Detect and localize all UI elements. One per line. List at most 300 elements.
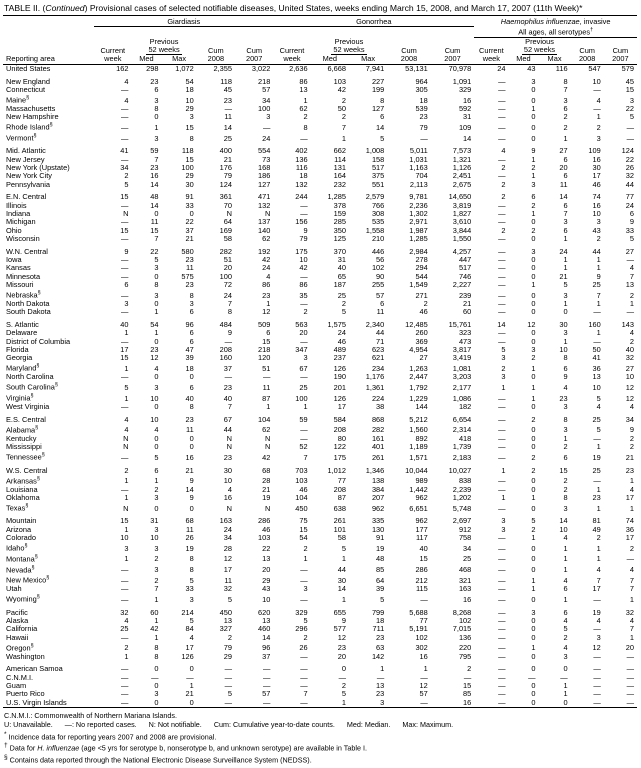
row-value-cell: 14 [185,484,194,494]
row-value-cell: 3 [303,584,308,594]
row-value-cell: 4 [629,328,634,338]
row-value-cell: — [300,133,308,143]
row-value-cell: — [498,503,506,513]
row-value-cell: 143 [621,319,634,329]
table-row [3,308,637,316]
row-value-cell: — [121,336,129,346]
row-area-label: Iowa [6,254,22,264]
row-value-cell: 8 [563,76,568,86]
row-value-cell: 1 [303,554,308,564]
row-value-cell: 0 [531,217,536,227]
row-value-cell: 9 [227,328,233,338]
row-value-cell: — [420,697,428,707]
row-value-cell: 1 [596,543,601,553]
row-value-cell: 3 [124,543,129,553]
row-value-cell: 19 [185,543,194,553]
row-value-cell: 16 [463,697,472,707]
row-value-cell: N [226,442,233,452]
row-value-cell: 15 [185,122,194,132]
row-value-cell: 201 [333,382,346,392]
header-blank [3,18,94,27]
row-value-cell: — [300,372,308,382]
row-value-cell: — [121,263,129,273]
row-value-cell: 57 [262,689,271,699]
row-value-cell: 370 [333,246,346,256]
row-value-cell: 138 [371,476,385,486]
row-value-cell: 1 [596,503,601,513]
row-value-cell: — [626,133,634,143]
row-value-cell: 25 [592,414,601,424]
current-label-haemophilus: Current [479,46,504,56]
header-blank-3 [3,37,94,46]
row-value-cell: 15 [463,680,472,690]
row-value-cell: 2,636 [289,63,308,73]
row-value-cell: 1,081 [452,363,472,373]
row-value-cell: 22 [150,246,159,256]
row-value-cell: 0 [189,442,194,452]
row-value-cell: — [262,372,271,382]
row-value-cell: 67 [299,363,308,373]
group-header-giardiasis: Giardiasis [94,18,273,27]
row-value-cell: 114 [334,154,346,164]
row-value-cell: 2 [531,414,536,424]
row-value-cell: 3 [154,492,159,502]
cum-label-h-2007: Cum [612,46,629,56]
row-value-cell: 1 [501,465,506,475]
header-current-row [3,46,637,55]
table-row [3,235,637,243]
row-value-cell: 3 [629,95,634,105]
row-area-label: Colorado [6,532,36,542]
row-value-cell: 271 [415,290,428,300]
row-value-cell: 0 [531,680,536,690]
row-value-cell: 0 [563,664,568,674]
row-value-cell: 799 [371,607,385,617]
row-value-cell: — [121,697,129,707]
row-value-cell: 1 [124,363,129,373]
row-value-cell: 8 [189,133,194,143]
med-header-g: Med [139,54,154,64]
row-value-cell: 36 [625,524,634,534]
row-value-cell: — [626,664,634,674]
row-value-cell: 1 [563,689,568,699]
row-value-cell: 14 [463,133,472,143]
row-value-cell: 0 [531,689,536,699]
row-value-cell: 3 [563,328,568,338]
row-value-cell: 1 [563,565,568,575]
row-value-cell: 450 [295,503,308,513]
cum-label-h-2008: Cum [579,46,595,56]
row-value-cell: 2 [303,112,308,122]
row-value-cell: 285 [333,217,346,227]
row-value-cell: 16 [463,594,472,604]
row-value-cell: — [498,154,506,164]
row-area-label: Oklahoma [6,492,40,502]
row-value-cell: 11 [186,263,194,273]
row-value-cell: 517 [458,263,472,273]
row-value-cell: 3 [154,133,159,143]
row-value-cell: 79 [299,233,308,243]
row-value-cell: 7 [227,401,233,411]
table-row [3,381,637,392]
row-value-cell: — [626,680,634,690]
row-value-cell: 2,579 [365,192,385,202]
header-group-row [3,18,637,27]
row-value-cell: 10 [592,208,601,218]
row-value-cell: 16 [419,651,428,661]
row-value-cell: 261 [371,452,385,462]
row-value-cell: 45 [625,76,634,86]
row-value-cell: 15 [150,225,159,235]
row-value-cell: 547 [588,63,601,73]
row-value-cell: 746 [458,271,472,281]
row-value-cell: — [121,452,129,462]
row-value-cell: 0 [154,697,159,707]
row-value-cell: 704 [415,171,428,181]
row-value-cell: 703 [295,465,308,475]
row-value-cell: 67 [223,414,233,424]
row-value-cell: 42 [337,84,346,94]
row-value-cell: 1,285 [409,233,428,243]
row-value-cell: 6 [154,84,159,94]
row-value-cell: 6,668 [327,63,346,73]
row-area-label: Wisconsin [6,233,40,243]
row-value-cell: 5,212 [409,414,428,424]
row-value-cell: 2 [303,632,308,642]
row-value-cell: 17 [625,532,634,542]
row-value-cell: 1 [563,133,568,143]
week-header-g: week [104,54,122,64]
row-value-cell: 2 [531,353,536,363]
row-value-cell: 237 [333,353,346,363]
row-value-cell: 21 [185,465,194,475]
legend-unavailable: U: Unavailable. [4,720,53,730]
row-value-cell: 638 [333,503,346,513]
row-value-cell: 3 [596,133,601,143]
row-value-cell: 0 [154,401,159,411]
row-value-cell: 9 [531,146,536,156]
row-value-cell: 10 [559,524,568,534]
row-value-cell: 16 [150,171,159,181]
row-value-cell: — [224,664,233,674]
title-prefix: TABLE II. ( [4,3,46,13]
row-value-cell: 1,126 [452,163,472,172]
row-value-cell: — [498,452,506,462]
row-value-cell: 124 [219,179,233,189]
row-value-cell: — [498,594,506,604]
cum2008-header-h: 2008 [578,54,596,64]
row-value-cell: 517 [371,163,385,172]
row-value-cell: 45 [223,84,233,94]
footnote-section [4,753,637,765]
row-value-cell: 0 [531,233,536,243]
row-value-cell: — [121,217,129,227]
row-value-cell: 4 [563,643,568,653]
row-value-cell: N [226,503,233,513]
row-value-cell: — [498,575,506,585]
row-value-cell: 1,202 [452,492,472,502]
row-value-cell: 400 [219,146,233,156]
row-value-cell: 104 [295,492,308,502]
row-value-cell: 468 [458,565,472,575]
row-value-cell: 460 [258,624,271,634]
row-value-cell: 75 [299,516,308,526]
row-value-cell: 0 [154,433,159,443]
row-value-cell: 27 [625,363,634,373]
row-value-cell: 9 [303,225,308,235]
row-value-cell: 4 [189,632,194,642]
row-value-cell: 104 [258,414,271,424]
row-value-cell: 63 [376,643,385,653]
row-value-cell: 15 [185,154,194,164]
row-value-cell: 6 [629,208,634,218]
table-row [3,494,637,502]
table-row [3,105,637,113]
row-value-cell: 34 [625,414,634,424]
row-value-cell: 20 [625,643,634,653]
row-value-cell: 5 [341,689,346,699]
row-area-label: California [6,624,38,634]
row-value-cell: — [121,271,129,281]
row-value-cell: 164 [333,171,346,181]
header-subgroup-row [3,26,637,37]
row-value-cell: 0 [531,565,536,575]
table-row [3,202,637,210]
row-value-cell: 2 [563,484,568,494]
row-footnote-marker: § [34,553,38,560]
row-value-cell: 4 [596,615,601,625]
row-value-cell: 838 [458,476,472,486]
row-area-label: North Carolina [6,372,54,382]
row-value-cell: 220 [458,643,472,653]
row-value-cell: 34 [262,95,271,105]
row-value-cell: — [498,328,506,338]
row-value-cell: — [498,433,506,443]
row-value-cell: — [593,697,601,707]
row-value-cell: 1 [124,492,129,502]
row-value-cell: — [498,651,506,661]
row-value-cell: 3 [154,524,159,534]
row-value-cell: 2 [501,225,506,235]
row-value-cell: 18 [299,171,308,181]
cum-label-n-2008: Cum [401,46,417,56]
row-value-cell: 42 [150,624,159,634]
cum2007-header-g: 2007 [245,54,263,64]
row-value-cell: 103 [258,532,271,542]
row-value-cell: — [121,84,129,94]
row-value-cell: 4 [563,615,568,625]
row-value-cell: 0 [531,615,536,625]
row-value-cell: — [121,584,129,594]
row-value-cell: — [498,336,506,346]
row-value-cell: 6 [189,336,194,346]
row-area-label: Alaska [6,615,29,625]
haemophilus-rest: , invasive [579,17,611,26]
row-value-cell: 10 [592,382,601,392]
table-row [3,416,637,424]
row-value-cell: 26 [185,532,194,542]
row-value-cell: 24 [497,63,506,73]
row-value-cell: 260 [415,328,428,338]
row-value-cell: 0 [531,651,536,661]
week-header-h: week [482,54,500,64]
row-area-label: New Mexico§ [6,575,50,585]
blank-g-c8 [197,37,235,46]
row-value-cell: 159 [333,208,346,218]
previous-label-giardiasis: Previous [149,36,179,46]
footnotes [4,711,637,764]
row-value-cell: 33 [185,584,194,594]
row-value-cell: 176 [219,163,233,172]
row-area-label: Wyoming§ [6,594,40,604]
row-value-cell: 127 [258,179,271,189]
row-value-cell: 28 [262,476,271,486]
row-value-cell: 0 [189,208,194,218]
row-value-cell: 73 [262,154,271,164]
row-value-cell: 7 [341,122,346,132]
row-value-cell: 1 [563,263,568,273]
notifiable-diseases-table [3,15,637,710]
row-value-cell: 12 [625,393,634,403]
row-value-cell: 294 [415,263,428,273]
row-value-cell: 286 [415,565,428,575]
row-value-cell: 1,263 [409,363,428,373]
row-value-cell: 5 [189,575,194,585]
row-value-cell: 22 [185,217,194,227]
row-value-cell: — [420,133,428,143]
row-value-cell: — [420,594,428,604]
footnote-legend [4,720,637,729]
haemophilus-subtitle [474,26,637,37]
row-value-cell: 11 [224,112,233,122]
row-value-cell: 3 [154,382,159,392]
row-area-label: Tennessee§ [6,452,45,462]
row-value-cell: — [376,672,385,682]
row-area-label: Nebraska§ [6,290,41,300]
row-value-cell: 1,302 [409,208,428,218]
row-value-cell: 26 [625,163,634,172]
row-value-cell: — [593,84,601,94]
row-value-cell: 7 [596,290,601,300]
row-value-cell: 46 [262,524,271,534]
row-value-cell: 5 [380,133,385,143]
row-value-cell: 384 [371,484,385,494]
row-value-cell: 7 [227,298,233,308]
row-value-cell: 60 [463,307,472,317]
row-value-cell: 23 [223,382,233,392]
row-value-cell: 7,941 [365,63,385,73]
row-value-cell: 8 [563,353,568,363]
row-value-cell: 14 [337,584,346,594]
row-area-label: Ohio [6,225,22,235]
group-header-gonorrhea: Gonorrhea [273,18,474,27]
row-value-cell: 5 [227,594,233,604]
row-value-cell: 77 [625,192,634,202]
row-value-cell: 49 [592,524,601,534]
row-value-cell: 0 [189,664,194,674]
row-value-cell: 120 [258,353,271,363]
row-area-label: Arkansas§ [6,475,40,486]
row-value-cell: 4 [563,382,568,392]
row-value-cell: 30 [559,319,568,329]
row-value-cell: 2 [423,298,428,308]
row-value-cell: — [593,307,601,317]
row-value-cell: 347 [295,344,308,354]
row-value-cell: 32 [625,171,634,181]
row-value-cell: 10 [150,393,159,403]
row-value-cell: 0 [531,263,536,273]
blank-n-cur [273,37,310,46]
row-area-label: Massachusetts [6,103,56,113]
row-value-cell: 308 [371,208,385,218]
row-value-cell: 18 [185,363,194,373]
row-value-cell: 33 [625,225,634,235]
row-footnote-marker: § [30,642,34,649]
max-header-n: Max [361,54,376,64]
row-value-cell: 620 [258,607,271,617]
row-value-cell: 4 [596,95,601,105]
blank-g-cur [94,37,131,46]
row-value-cell: — [626,307,634,317]
row-value-cell: 68 [185,516,194,526]
row-value-cell: 218 [258,344,271,354]
row-value-cell: 0 [531,271,536,281]
row-value-cell: 6 [189,307,194,317]
row-value-cell: 10 [262,594,271,604]
row-value-cell: 79 [419,122,428,132]
row-value-cell: 30 [223,465,233,475]
row-value-cell: 4 [154,363,159,373]
row-value-cell: 24 [625,200,634,210]
row-value-cell: 23 [150,344,159,354]
row-value-cell: 2 [501,192,506,202]
row-value-cell: 1 [596,328,601,338]
row-value-cell: 2 [629,433,634,443]
row-value-cell: 224 [371,393,385,403]
row-value-cell: 509 [258,319,271,329]
table-row [3,86,637,94]
row-value-cell: — [300,565,308,575]
row-value-cell: 48 [376,554,385,564]
row-area-label: Connecticut [6,84,46,94]
table-row [3,338,637,346]
row-value-cell: — [121,254,129,264]
row-value-cell: 1 [531,154,536,164]
row-value-cell: 74 [625,516,634,526]
row-value-cell: 116 [295,163,308,172]
row-value-cell: 156 [295,217,308,227]
row-value-cell: 68 [262,465,271,475]
row-value-cell: 91 [185,192,194,202]
row-area-label: U.S. Virgin Islands [6,697,67,707]
row-value-cell: 10 [185,95,194,105]
row-value-cell: — [498,233,506,243]
row-value-cell: 0 [189,503,194,513]
table-row [3,451,637,462]
table-row [3,94,637,105]
row-value-cell: 158 [371,154,385,164]
row-value-cell: 208 [219,344,233,354]
row-value-cell: — [498,565,506,575]
row-value-cell: 27 [625,246,634,256]
row-value-cell: 2 [124,171,129,181]
row-value-cell: 329 [295,607,308,617]
row-value-cell: N [265,503,271,513]
row-value-cell: 15 [120,192,129,202]
row-value-cell: 5 [341,543,346,553]
row-value-cell: 81 [592,516,601,526]
row-value-cell: 25 [337,290,346,300]
